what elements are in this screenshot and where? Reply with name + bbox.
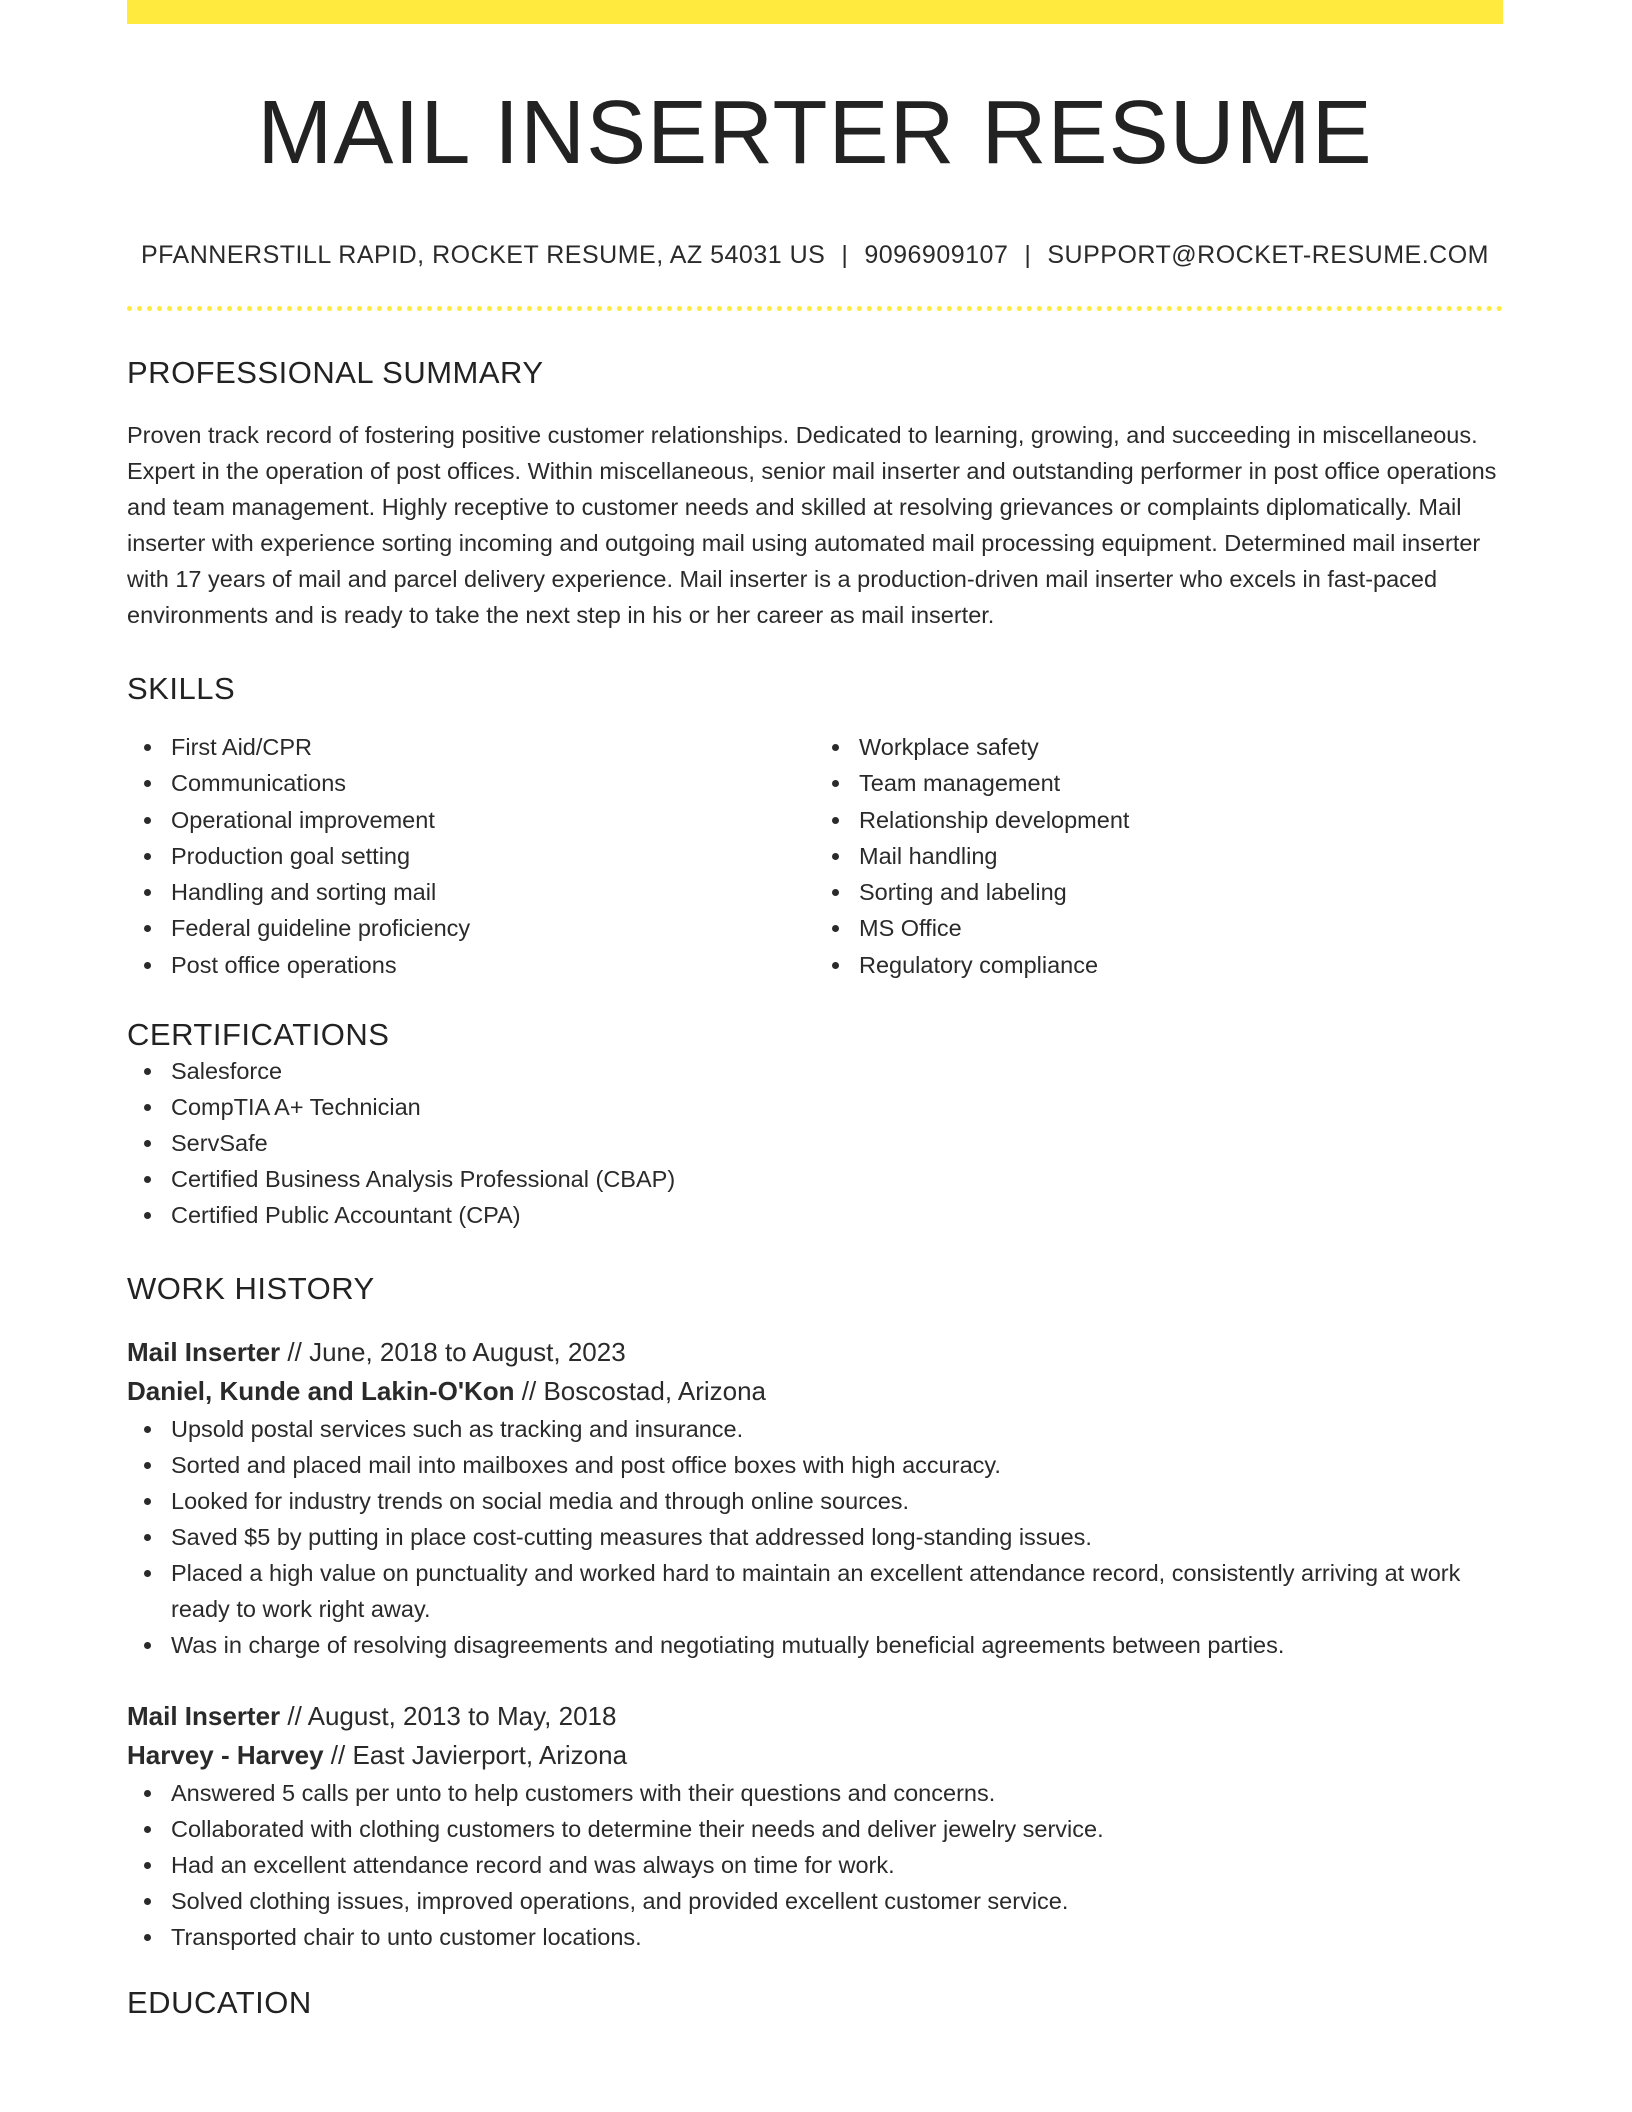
job-duty-item bbox=[127, 1847, 1503, 1883]
job-duty-item-text: Upsold postal services such as tracking and insurance. bbox=[171, 1416, 744, 1443]
education-heading: EDUCATION bbox=[127, 1985, 312, 2021]
bullet-dot bbox=[144, 1934, 151, 1941]
certification-item-text: Certified Business Analysis Professional (CBAP) bbox=[171, 1166, 676, 1193]
bullet-dot bbox=[144, 1426, 151, 1433]
bullet-dot bbox=[832, 889, 839, 896]
bullet-dot bbox=[144, 1140, 151, 1147]
skill-item-text: MS Office bbox=[859, 915, 962, 942]
job-duty-item bbox=[127, 1883, 1503, 1919]
job-duty-item-text: Solved clothing issues, improved operations, and provided excellent customer service. bbox=[171, 1888, 1069, 1915]
contact-separator: | bbox=[1024, 241, 1032, 269]
contact-address: PFANNERSTILL RAPID, ROCKET RESUME, AZ 54031 US bbox=[140, 241, 826, 269]
bullet-dot bbox=[144, 1176, 151, 1183]
work-history-list bbox=[127, 1333, 1503, 1955]
job-duty-item bbox=[127, 1447, 1503, 1483]
job-duty-item bbox=[127, 1627, 1503, 1663]
bullet-dot bbox=[832, 853, 839, 860]
job-duty-item bbox=[127, 1483, 1503, 1519]
job-dates: // August, 2013 to May, 2018 bbox=[280, 1701, 617, 1732]
bullet-dot bbox=[144, 1642, 151, 1649]
job-duty-item-text: Was in charge of resolving disagreements and negotiating mutually beneficial agreements between parties. bbox=[171, 1632, 1285, 1659]
skills-grid bbox=[127, 729, 1503, 983]
skill-item-text: Handling and sorting mail bbox=[171, 879, 437, 906]
job-duty-item-text: Looked for industry trends on social media and through online sources. bbox=[171, 1488, 910, 1515]
job-duty-item bbox=[127, 1811, 1503, 1847]
skill-item bbox=[815, 874, 1503, 910]
skills-list-left bbox=[127, 729, 815, 983]
bullet-dot bbox=[832, 817, 839, 824]
top-accent-bar bbox=[127, 0, 1503, 24]
contact-email: SUPPORT@ROCKET-RESUME.COM bbox=[1047, 241, 1489, 269]
bullet-dot bbox=[832, 744, 839, 751]
job-company: Harvey - Harvey bbox=[127, 1740, 324, 1771]
bullet-dot bbox=[144, 1212, 151, 1219]
skill-item-text: Sorting and labeling bbox=[859, 879, 1067, 906]
skill-item bbox=[815, 947, 1503, 983]
contact-separator: | bbox=[841, 241, 849, 269]
job-duty-item bbox=[127, 1411, 1503, 1447]
bullet-dot bbox=[144, 1898, 151, 1905]
certification-item bbox=[127, 1197, 1503, 1233]
job-duty-item bbox=[127, 1555, 1503, 1627]
skill-item bbox=[815, 729, 1503, 765]
skill-item bbox=[127, 910, 815, 946]
skill-item-text: First Aid/CPR bbox=[171, 734, 313, 760]
bullet-dot bbox=[144, 1534, 151, 1541]
certification-item bbox=[127, 1089, 1503, 1125]
bullet-dot bbox=[144, 780, 151, 787]
skill-item-text: Post office operations bbox=[171, 951, 397, 978]
bullet-dot bbox=[144, 853, 151, 860]
certification-item-text: Salesforce bbox=[171, 1058, 283, 1085]
skill-item-text: Operational improvement bbox=[171, 806, 435, 833]
job-entry bbox=[127, 1333, 1503, 1663]
job-role: Mail Inserter bbox=[127, 1337, 281, 1368]
skill-item-text: Federal guideline proficiency bbox=[171, 915, 471, 942]
job-title-line bbox=[127, 1697, 1503, 1736]
job-role: Mail Inserter bbox=[127, 1701, 281, 1732]
skills-heading: SKILLS bbox=[127, 671, 236, 706]
summary-heading: PROFESSIONAL SUMMARY bbox=[127, 355, 544, 390]
skill-item bbox=[815, 802, 1503, 838]
resume-title: MAIL INSERTER RESUME bbox=[257, 83, 1373, 183]
skill-item bbox=[127, 729, 815, 765]
bullet-dot bbox=[144, 744, 151, 751]
skill-item bbox=[815, 838, 1503, 874]
job-location: // Boscostad, Arizona bbox=[514, 1376, 767, 1407]
job-title-line bbox=[127, 1333, 1503, 1372]
job-location: // East Javierport, Arizona bbox=[323, 1740, 628, 1771]
skill-item-text: Regulatory compliance bbox=[859, 951, 1099, 978]
bullet-dot bbox=[144, 1104, 151, 1111]
bullet-dot bbox=[144, 1790, 151, 1797]
bullet-dot bbox=[144, 1498, 151, 1505]
job-company-line bbox=[127, 1736, 1503, 1775]
certification-item-text: CompTIA A+ Technician bbox=[171, 1094, 421, 1121]
job-duty-item bbox=[127, 1775, 1503, 1811]
skill-item bbox=[127, 838, 815, 874]
skill-item bbox=[127, 765, 815, 801]
summary-text: Proven track record of fostering positive customer relationships. Dedicated to learning, growing, and succeeding in miscellaneous. Expert in the operation of post offices. Within miscellaneous, senior mail inserter and outstanding performer in post office operations and team management. Highly receptive to customer needs and skilled at resolving grievances or complaints diplomatically. Mail inserter with experience sorting incoming and outgoing mail using automated mail processing equipment. Determined mail inserter with 17 years of mail and parcel delivery experience. Mail inserter is a production-driven mail inserter who excels in fast-paced environments and is ready to take the next step in his or her career as mail inserter. bbox=[127, 422, 1497, 628]
skills-column-left bbox=[127, 729, 815, 983]
skill-item bbox=[127, 802, 815, 838]
certification-item-text: ServSafe bbox=[171, 1130, 268, 1157]
skill-item-text: Production goal setting bbox=[171, 842, 411, 869]
job-entry bbox=[127, 1697, 1503, 1955]
job-duties-list bbox=[127, 1775, 1503, 1955]
bullet-dot bbox=[144, 925, 151, 932]
bullet-dot bbox=[144, 1826, 151, 1833]
resume-page bbox=[127, 0, 1503, 2021]
bullet-dot bbox=[832, 780, 839, 787]
certification-item-text: Certified Public Accountant (CPA) bbox=[171, 1202, 521, 1229]
skill-item bbox=[127, 947, 815, 983]
certification-item bbox=[127, 1053, 1503, 1089]
job-dates: // June, 2018 to August, 2023 bbox=[280, 1337, 626, 1368]
job-duty-item-text: Had an excellent attendance record and was always on time for work. bbox=[171, 1852, 895, 1879]
skill-item bbox=[127, 874, 815, 910]
certifications-heading: CERTIFICATIONS bbox=[127, 1017, 390, 1053]
skill-item-text: Communications bbox=[171, 770, 347, 797]
bullet-dot bbox=[144, 1462, 151, 1469]
job-duty-item bbox=[127, 1519, 1503, 1555]
bullet-dot bbox=[144, 817, 151, 824]
bullet-dot bbox=[144, 889, 151, 896]
job-duty-item-text: Saved $5 by putting in place cost-cutting measures that addressed long-standing issues. bbox=[171, 1524, 1092, 1551]
job-duty-item-text: Sorted and placed mail into mailboxes and post office boxes with high accuracy. bbox=[171, 1452, 1001, 1479]
bullet-dot bbox=[144, 1570, 151, 1577]
dotted-divider bbox=[127, 306, 1503, 311]
job-duty-item bbox=[127, 1919, 1503, 1955]
certifications-list bbox=[127, 1053, 1503, 1233]
bullet-dot bbox=[832, 925, 839, 932]
work-history-heading: WORK HISTORY bbox=[127, 1271, 375, 1307]
contact-phone: 9096909107 bbox=[864, 241, 1009, 269]
bullet-dot bbox=[832, 962, 839, 969]
skill-item-text: Workplace safety bbox=[859, 734, 1039, 760]
skill-item-text: Team management bbox=[859, 770, 1061, 797]
job-duty-item-text: Transported chair to unto customer locations. bbox=[171, 1924, 642, 1951]
bullet-dot bbox=[144, 1068, 151, 1075]
skill-item-text: Relationship development bbox=[859, 806, 1130, 833]
bullet-dot bbox=[144, 1862, 151, 1869]
certification-item bbox=[127, 1125, 1503, 1161]
bullet-dot bbox=[144, 962, 151, 969]
job-duty-item-text: Placed a high value on punctuality and worked hard to maintain an excellent attendance record, consistently arriving at work ready to work right away. bbox=[171, 1560, 1461, 1623]
job-company: Daniel, Kunde and Lakin-O'Kon bbox=[127, 1376, 515, 1407]
skills-column-right bbox=[815, 729, 1503, 983]
job-duties-list bbox=[127, 1411, 1503, 1663]
skill-item bbox=[815, 765, 1503, 801]
contact-line bbox=[127, 241, 1503, 270]
skill-item-text: Mail handling bbox=[859, 842, 998, 869]
job-company-line bbox=[127, 1372, 1503, 1411]
job-duty-item-text: Answered 5 calls per unto to help customers with their questions and concerns. bbox=[171, 1780, 996, 1807]
job-duty-item-text: Collaborated with clothing customers to determine their needs and deliver jewelry service. bbox=[171, 1816, 1104, 1843]
certification-item bbox=[127, 1161, 1503, 1197]
skill-item bbox=[815, 910, 1503, 946]
skills-list-right bbox=[815, 729, 1503, 983]
